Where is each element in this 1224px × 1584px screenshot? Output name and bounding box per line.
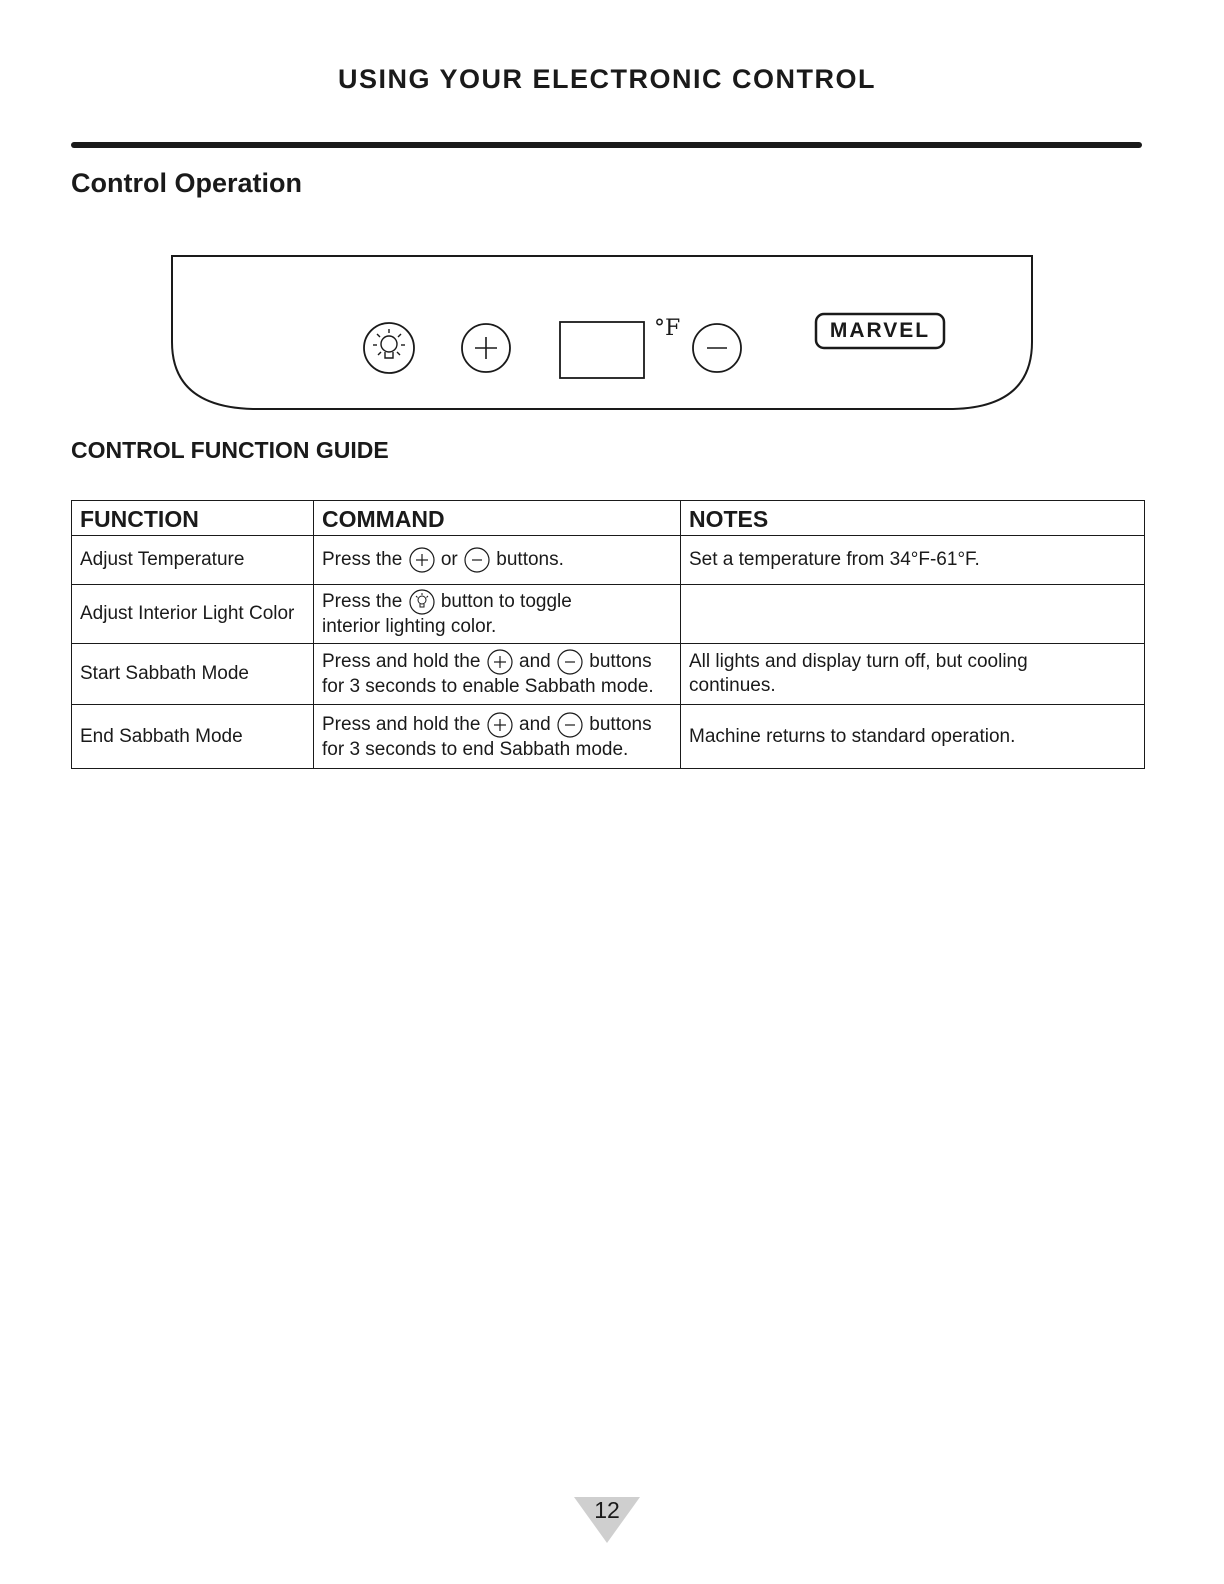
function-header: FUNCTION	[72, 501, 314, 536]
function-cell: Adjust Temperature	[72, 536, 314, 585]
notes-cell: All lights and display turn off, but cooling continues.	[681, 644, 1145, 705]
table-row	[72, 644, 1145, 705]
table-row	[72, 585, 1145, 644]
function-cell: Adjust Interior Light Color	[72, 585, 314, 644]
plus-icon	[487, 649, 513, 675]
command-cell: Press and hold the and buttons for 3 seconds to end Sabbath mode.	[314, 705, 681, 769]
display-window	[560, 322, 644, 378]
minus-icon	[557, 649, 583, 675]
page-number: 12	[594, 1497, 620, 1523]
brand-logo: MARVEL	[829, 319, 931, 342]
guide-title: CONTROL FUNCTION GUIDE	[71, 437, 389, 463]
control-function-table	[71, 500, 1145, 769]
control-panel-diagram	[168, 252, 1038, 422]
page-number-badge	[572, 1495, 642, 1545]
function-cell: End Sabbath Mode	[72, 705, 314, 769]
plus-icon	[487, 712, 513, 738]
light-bulb-icon	[409, 589, 435, 615]
command-header: COMMAND	[314, 501, 681, 536]
notes-cell: Machine returns to standard operation.	[681, 705, 1145, 769]
command-cell: Press the or buttons.	[314, 536, 681, 585]
plus-icon	[409, 547, 435, 573]
command-cell: Press and hold the and buttons for 3 seconds to enable Sabbath mode.	[314, 644, 681, 705]
minus-icon	[557, 712, 583, 738]
section-title: Control Operation	[71, 168, 302, 198]
page-title: USING YOUR ELECTRONIC CONTROL	[337, 64, 877, 94]
table-row	[72, 536, 1145, 585]
notes-cell	[681, 585, 1145, 644]
function-cell: Start Sabbath Mode	[72, 644, 314, 705]
notes-header: NOTES	[681, 501, 1145, 536]
command-cell: Press the button to toggle interior lighting color.	[314, 585, 681, 644]
title-divider	[71, 142, 1142, 148]
table-header-row	[72, 501, 1145, 536]
minus-icon	[464, 547, 490, 573]
light-bulb-icon	[364, 323, 414, 373]
minus-icon	[693, 324, 741, 372]
table-row	[72, 705, 1145, 769]
unit-label: °F	[654, 316, 681, 341]
plus-icon	[462, 324, 510, 372]
notes-cell: Set a temperature from 34°F-61°F.	[681, 536, 1145, 585]
